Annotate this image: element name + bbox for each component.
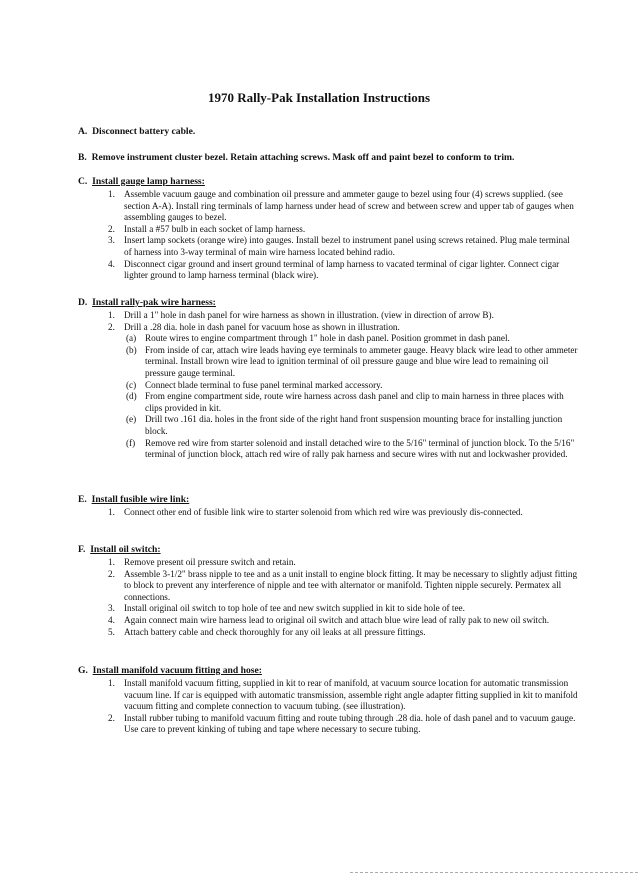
- section-title: Install rally-pak wire harness:: [92, 297, 216, 308]
- section-d-list: [108, 310, 578, 461]
- list-subitem: (f) Remove red wire from starter solenoid and install detached wire to the 5/16" terminal of junction block. To the 5/16" terminal of junction block, attach red wire of rally pak harness and secure wires with nut and lockwasher provided.: [126, 437, 575, 460]
- list-item: 1. Drill a 1" hole in dash panel for wire harness as shown in illustration. (view in direction of arrow B).: [108, 310, 494, 320]
- list-item: 3. Install original oil switch to top hole of tee and new switch supplied in kit to side hole of tee.: [108, 603, 465, 614]
- section-c-list: [108, 189, 578, 282]
- list-item: 1. Assemble vacuum gauge and combination oil pressure and ammeter gauge to bezel using four (4) screws supplied. (see section A-A). Install ring terminals of lamp harness under head of screw and between screw and upper tab of gauges when assembling gauges to bezel.: [108, 189, 574, 223]
- section-title: Remove instrument cluster bezel. Retain attaching screws. Mask off and paint bezel to conform to trim.: [91, 152, 515, 163]
- section-letter: G.: [78, 665, 88, 676]
- section-letter: E.: [78, 494, 87, 505]
- section-title: Install manifold vacuum fitting and hose:: [92, 665, 262, 676]
- list-item: 1. Remove present oil pressure switch and retain.: [108, 557, 296, 567]
- section-e-heading: [78, 494, 189, 505]
- list-item: 2. Install a #57 bulb in each socket of lamp harness.: [108, 223, 306, 234]
- list-subitem: (c) Connect blade terminal to fuse panel terminal marked accessory.: [126, 379, 383, 390]
- section-title: Install fusible wire link:: [91, 494, 190, 505]
- page-title: 1970 Rally-Pak Installation Instructions: [207, 90, 431, 105]
- section-g-heading: [78, 665, 262, 676]
- section-c-heading: [78, 176, 205, 187]
- section-b-heading: [78, 152, 514, 163]
- section-a-heading: [78, 126, 195, 137]
- list-item: 2. Drill a .28 dia. hole in dash panel for vacuum hose as shown in illustration.: [108, 321, 400, 332]
- section-title: Install oil switch:: [90, 544, 161, 555]
- section-letter: D.: [78, 297, 88, 308]
- section-letter: F.: [78, 544, 86, 555]
- section-f-list: [108, 557, 578, 638]
- list-item: 5. Attach battery cable and check thoroughly for any oil leaks at all pressure fittings.: [108, 626, 426, 637]
- list-subitem: (a) Route wires to engine compartment through 1" hole in dash panel. Position grommet in dash panel.: [126, 333, 510, 344]
- list-item: 1. Install manifold vacuum fitting, supplied in kit to rear of manifold, at vacuum source location for automatic transmission vacuum line. If car is equipped with automatic transmission, assemble right angle adapter fitting supplied in kit to manifold vacuum fitting and complete connection to vacuum tubing. (see illustration).: [108, 678, 578, 712]
- list-subitem: (d) From engine compartment side, route wire harness across dash panel and clip to main harness in three places with clips provided in kit.: [126, 391, 564, 413]
- section-title: Disconnect battery cable.: [92, 126, 196, 137]
- list-item: 1. Connect other end of fusible link wire to starter solenoid from which red wire was previously dis-connected.: [108, 507, 523, 517]
- section-letter: B.: [78, 152, 87, 163]
- section-letter: A.: [78, 126, 88, 137]
- list-item: 2. Assemble 3-1/2" brass nipple to tee and as a unit install to engine block fitting. It may be necessary to slightly adjust fitting to block to prevent any interference of nipple and tee with alternator or manifold. Tighten nipple securely. Permatex all connections.: [108, 568, 578, 602]
- list-subitem: (b) From inside of car, attach wire leads having eye terminals to ammeter gauge. Heavy black wire lead to other ammeter terminal. Install brown wire lead to ignition terminal of oil pressure gauge and blue wire lead to remaining oil pressure gauge terminal.: [126, 344, 578, 378]
- scan-artifact-divider: [350, 872, 638, 875]
- section-d-heading: [78, 297, 216, 308]
- list-subitem: (e) Drill two .161 dia. holes in the front side of the right hand front suspension mounting brace for installing junction block.: [126, 414, 563, 436]
- section-e-list: [108, 507, 578, 519]
- section-f-heading: [78, 544, 161, 555]
- list-item: 2. Install rubber tubing to manifold vacuum fitting and route tubing through .28 dia. hole of dash panel and to vacuum gauge. Use care to prevent kinking of tubing and tape where necessary to secure tubing.: [108, 712, 576, 735]
- list-item: 4. Disconnect cigar ground and insert ground terminal of lamp harness to vacated terminal of cigar lighter. Connect cigar lighter ground to lamp harness terminal (black wire).: [108, 258, 560, 281]
- section-letter: C.: [78, 176, 88, 187]
- section-title: Install gauge lamp harness:: [92, 176, 205, 187]
- section-g-list: [108, 678, 578, 736]
- list-item: 3. Insert lamp sockets (orange wire) into gauges. Install bezel to instrument panel using screws retained. Plug male terminal of harness into 3-way terminal of main wire harness located behind radio.: [108, 235, 570, 257]
- list-item: 4. Again connect main wire harness lead to original oil switch and attach blue wire lead of rally pak to new oil switch.: [108, 614, 550, 625]
